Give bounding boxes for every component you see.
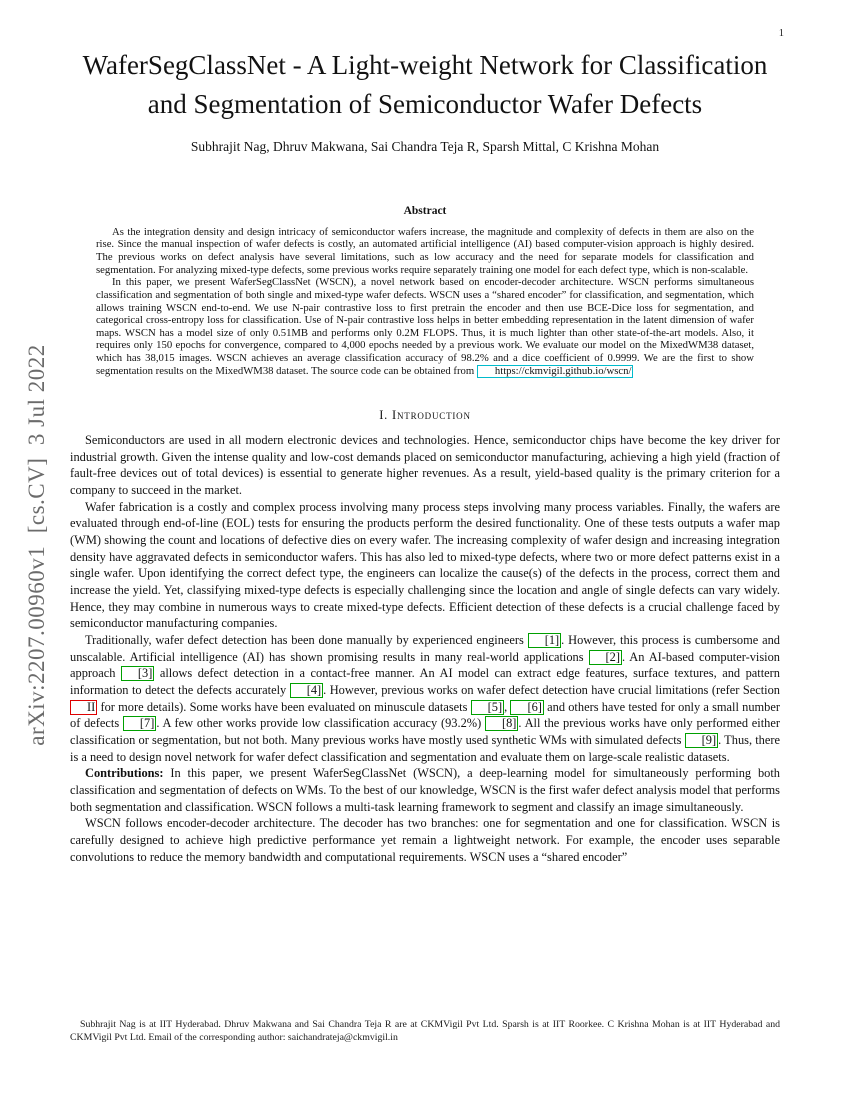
paragraph: Contributions: In this paper, we present WaferSegClassNet (WSCN), a deep-learning model for simultaneously performing both classification and segmentation of defects on WMs. To the best of our knowledge, WSCN is the first wafer defect analysis model that performs both segmentation and classification. WSCN follows a multi-task learning framework to segment and classify an image simultaneously. <box>70 766 780 814</box>
author-affiliation-footnote: Subhrajit Nag is at IIT Hyderabad. Dhruv Makwana and Sai Chandra Teja R are at CKMVigil Pvt Ltd. Sparsh is at IIT Roorkee. C Krishna Mohan is at IIT Hyderabad and CKMVigil Pvt Ltd. Email of the corresponding author: saichandrateja@ckmvigil.in <box>70 1019 780 1044</box>
introduction-body <box>70 432 780 865</box>
paragraph: Semiconductors are used in all modern electronic devices and technologies. Hence, semiconductor chips have become the key driver for industrial growth. Given the intense quality and low-cost demands placed on semiconductor manufacturing, achieving a high yield (fraction of fault-free devices out of total devices) is essential to generate higher revenues. As a result, yield-based quality is the primary criterion for a company to succeed in the market. <box>70 432 780 497</box>
arxiv-watermark: arXiv:2207.00960v1 [cs.CV] 3 Jul 2022 <box>24 344 49 746</box>
citation-link-3[interactable]: [3] <box>121 666 154 681</box>
citation-link-2[interactable]: [2] <box>589 650 622 665</box>
paper-title: WaferSegClassNet - A Light-weight Network for Classification and Segmentation of Semiconductor Wafer Defects <box>82 50 768 119</box>
page-number: 1 <box>778 28 784 39</box>
abstract-paragraph: As the integration density and design intricacy of semiconductor wafers increase, the magnitude and complexity of defects in them are also on the rise. Since the manual inspection of wafer defects is costly, an automated artificial intelligence (AI) based computer-vision approach is highly desired. The previous works on defect analysis have several limitations, such as low accuracy and the need for separate models for classification and segmentation. For analyzing mixed-type defects, some previous works require separately training one model for each defect type, which is non-scalable. <box>96 225 754 276</box>
abstract-section <box>96 205 754 378</box>
abstract-heading: Abstract <box>403 204 447 217</box>
citation-link-7[interactable]: [7] <box>123 716 156 731</box>
citation-link-1[interactable]: [1] <box>528 633 561 648</box>
paragraph: Traditionally, wafer defect detection has been done manually by experienced engineers [1] . However, this process is cumbersome and unscalable. Artificial intelligence (AI) has shown promising results in many real-world applications [2] . An AI-based computer-vision approach [3] allows defect detection in a contact-free manner. An AI model can extract edge features, surface textures, and pattern information to detect the defects accurately [4] . However, previous works on wafer defect detection have crucial limitations (refer Section II for more details). Some works have been evaluated on minuscule datasets [5] , [6] and others have tested for only a small number of defects [7] . A few other works provide low classification accuracy (93.2%) [8] . All the previous works have only performed either classification or segmentation, but not both. Many previous works have mostly used synthetic WMs with simulated defects [9] . Thus, there is a need to design novel network for wafer defect classification and segmentation and evaluate them on large-scale realistic datasets. <box>70 632 781 764</box>
abstract-paragraph: In this paper, we present WaferSegClassNet (WSCN), a novel network based on encoder-decoder architecture. WSCN performs simultaneous classification and segmentation of both single and mixed-type wafer defects. WSCN uses a “shared encoder” for classification, and segmentation, which allows training WSCN end-to-end. We use N-pair contrastive loss to first pretrain the encoder and then use BCE-Dice loss for segmentation, and categorical cross-entropy loss for classification. Use of N-pair contrastive loss helps in better embedding representation in the latent dimension of wafer maps. WSCN has a model size of only 0.51MB and performs only 0.2M FLOPS. Thus, it is much lighter than other state-of-the-art models. Also, it requires only 150 epochs for convergence, compared to 4,000 epochs needed by a previous work. We evaluate our model on the MixedWM38 dataset, which has 38,015 images. WSCN achieves an average classification accuracy of 98.2% and a dice coefficient of 0.9999. We are the first to show segmentation results on the MixedWM38 dataset. The source code can be obtained from https://ckmvigil.github.io/wscn/ <box>96 276 754 377</box>
paper-content <box>70 46 780 865</box>
citation-link-6[interactable]: [6] <box>510 700 543 715</box>
citation-link-5[interactable]: [5] <box>471 700 504 715</box>
paragraph: Wafer fabrication is a costly and complex process involving many process steps involving many process variables. Finally, the wafers are evaluated through end-of-line (EOL) tests for ensuring the products perform the desired functionality. One of these tests outputs a wafer map (WM) showing the count and locations of defective dies on every wafer. The increasing complexity of wafer design and increasing integration density have aggravated defects in semiconductor wafers. This has also led to mixed-type defects, where two or more defect patterns exist in a single wafer. Upon identifying the correct defect type, the engineers can localize the cause(s) of the defects in the process, correct them and increase the yield. Yet, classifying mixed-type defects is especially challenging since the location and angle of single defects can vary widely. Hence, they may combine in numerous ways to create mixed-type defects. Efficient detection of these defects is a crucial challenge faced by semiconductor manufacturing companies. <box>70 499 780 631</box>
citation-link-8[interactable]: [8] <box>485 716 518 731</box>
authors-line: Subhrajit Nag, Dhruv Makwana, Sai Chandra Teja R, Sparsh Mittal, C Krishna Mohan <box>190 138 660 154</box>
citation-link-4[interactable]: [4] <box>290 683 323 698</box>
section-ref-link-II[interactable]: II <box>70 700 97 715</box>
bold-leadin: Contributions: <box>85 766 164 781</box>
section-heading-introduction: I. Introduction <box>379 407 471 422</box>
citation-link-9[interactable]: [9] <box>685 733 718 748</box>
paragraph: WSCN follows encoder-decoder architecture. The decoder has two branches: one for segmentation and one for classification. WSCN is carefully designed to achieve high predictive performance yet remain a lightweight network. For example, the encoder uses separable convolutions to reduce the memory bandwidth and computational requirements. WSCN uses a “shared encoder” <box>70 816 780 864</box>
source-code-url-link[interactable]: https://ckmvigil.github.io/wscn/ <box>477 365 634 378</box>
